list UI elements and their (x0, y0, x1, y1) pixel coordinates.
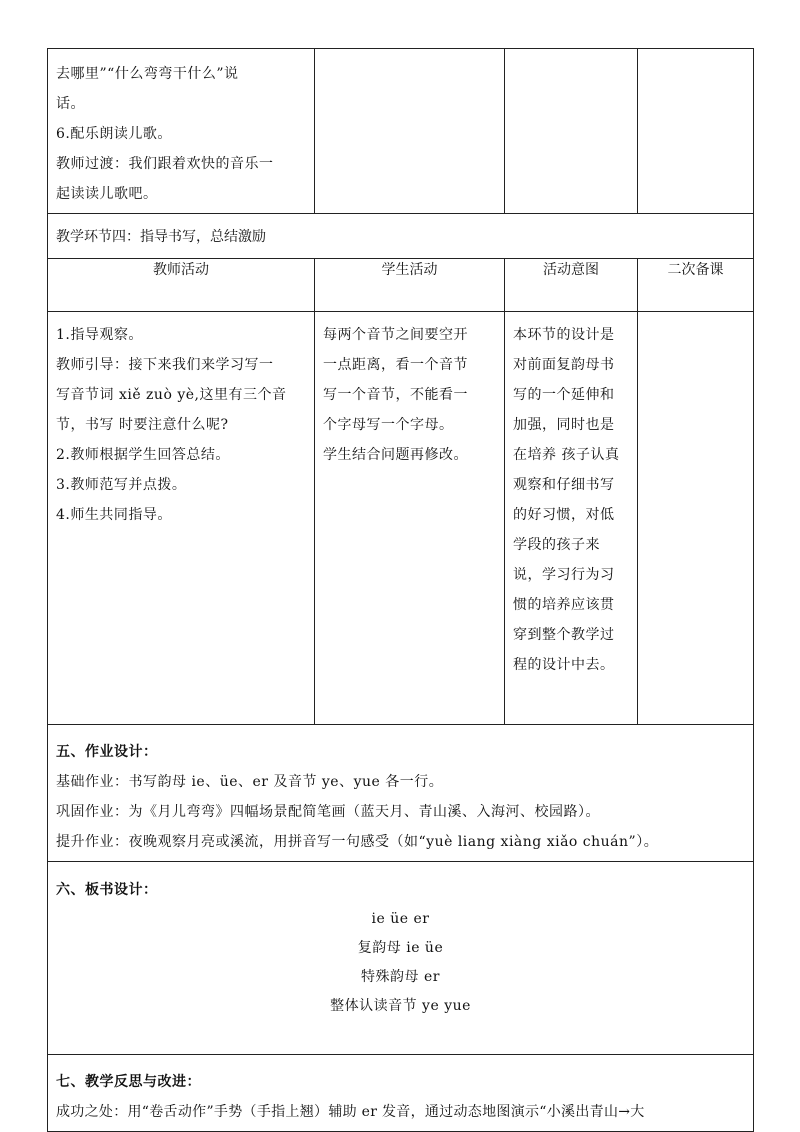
header-activity-intent: 活动意图 (505, 259, 638, 312)
text-line: 学生结合问题再修改。 (323, 447, 468, 463)
board-line: ie üe er (371, 911, 430, 927)
text-line: 节，书写 时要注意什么呢? (56, 417, 229, 433)
header-row (48, 259, 754, 312)
lesson-plan-table (47, 48, 754, 1132)
text-line: 2.教师根据学生回答总结。 (56, 447, 230, 463)
text-line: 起读读儿歌吧。 (56, 186, 158, 202)
text-line: 教师引导：接下来我们来学习写一 (56, 357, 274, 373)
text-line: 穿到整个教学过 (513, 627, 615, 643)
text-line: 说，学习行为习 (513, 567, 615, 583)
student-activity-cell (315, 312, 505, 725)
homework-line: 提升作业：夜晚观察月亮或溪流，用拼音写一句感受（如“yuè liang xiàng xiǎo chuán”）。 (56, 834, 659, 850)
homework-title: 五、作业设计： (56, 744, 158, 760)
text-line: 写音节词 xiě zuò yè,这里有三个音 (56, 387, 287, 403)
stage-row (48, 214, 754, 259)
text-line: 1.指导观察。 (56, 327, 143, 343)
continuation-row (48, 49, 754, 214)
lesson-plan-page (47, 48, 753, 1132)
text-line: 在培养 孩子认真 (513, 447, 620, 463)
homework-line: 巩固作业：为《月儿弯弯》四幅场景配简笔画（蓝天月、青山溪、入海河、校园路）。 (56, 804, 600, 820)
text-line: 程的设计中去。 (513, 657, 615, 673)
reflection-row (48, 1055, 754, 1132)
board-design-cell (48, 862, 754, 1055)
text-line: 一点距离，看一个音节 (323, 357, 468, 373)
teacher-activity-cell (48, 312, 315, 725)
second-prep-cell (638, 312, 754, 725)
text-line: 6.配乐朗读儿歌。 (56, 126, 172, 142)
text-line: 3.教师范写并点拨。 (56, 477, 187, 493)
text-line: 每两个音节之间要空开 (323, 327, 468, 343)
homework-line: 基础作业：书写韵母 ie、üe、er 及音节 ye、yue 各一行。 (56, 774, 444, 790)
continuation-student-cell (315, 49, 505, 214)
homework-cell (48, 725, 754, 862)
text-line: 去哪里”“什么弯弯干什么”说 (56, 66, 239, 82)
board-line: 复韵母 ie üe (357, 940, 444, 956)
text-line: 本环节的设计是 (513, 327, 615, 343)
text-line: 教师过渡：我们跟着欢快的音乐一 (56, 156, 274, 172)
text-line: 话。 (56, 96, 85, 112)
continuation-teacher-cell (48, 49, 315, 214)
homework-row (48, 725, 754, 862)
stage-title: 教学环节四：指导书写，总结激励 (48, 214, 754, 259)
board-title: 六、板书设计： (56, 882, 158, 898)
text-line: 观察和仔细书写 (513, 477, 615, 493)
activity-row (48, 312, 754, 725)
continuation-notes-cell (638, 49, 754, 214)
text-line: 个字母写一个字母。 (323, 417, 454, 433)
text-line: 对前面复韵母书 (513, 357, 615, 373)
text-line: 4.师生共同指导。 (56, 507, 172, 523)
board-line: 特殊韵母 er (361, 969, 440, 985)
text-line: 写一个音节，不能看一 (323, 387, 468, 403)
activity-intent-cell (505, 312, 638, 725)
reflection-line: 成功之处：用“卷舌动作”手势（手指上翘）辅助 er 发音，通过动态地图演示“小溪出青山→大 (56, 1104, 645, 1120)
text-line: 写的一个延伸和 (513, 387, 615, 403)
reflection-cell (48, 1055, 754, 1132)
text-line: 学段的孩子来 (513, 537, 600, 553)
board-line: 整体认读音节 ye yue (330, 998, 471, 1014)
reflection-title: 七、教学反思与改进： (56, 1074, 201, 1090)
header-teacher-activity: 教师活动 (48, 259, 315, 312)
text-line: 的好习惯，对低 (513, 507, 615, 523)
continuation-intent-cell (505, 49, 638, 214)
header-second-prep: 二次备课 (638, 259, 754, 312)
text-line: 加强，同时也是 (513, 417, 615, 433)
text-line: 惯的培养应该贯 (513, 597, 615, 613)
header-student-activity: 学生活动 (315, 259, 505, 312)
board-row (48, 862, 754, 1055)
